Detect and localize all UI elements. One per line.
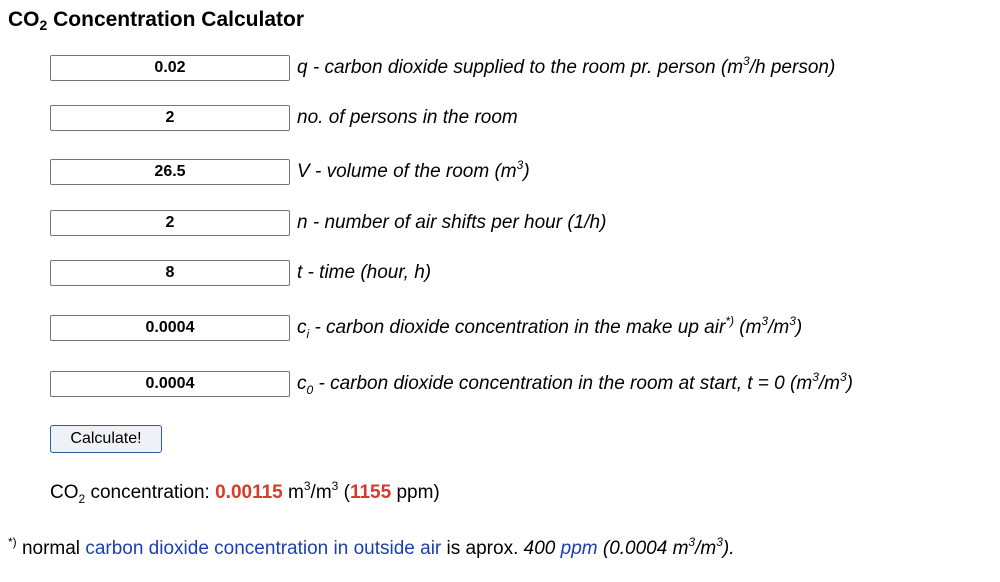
field-row-q: [50, 55, 835, 81]
volume-label: V - volume of the room $(m^3)$: [297, 158, 530, 182]
ppm-link[interactable]: ppm: [560, 538, 598, 559]
time-label: t - time (hour, h): [297, 262, 432, 283]
makeup-concentration-input[interactable]: [50, 315, 290, 341]
calculate-button[interactable]: Calculate!: [50, 425, 162, 453]
time-input[interactable]: [50, 260, 290, 286]
q-input[interactable]: [50, 55, 290, 81]
makeup-concentration-label: $c_i$ - carbon dioxide concentration in the make up air*) $(m^3/m^3)$: [297, 314, 803, 341]
field-row-time: [50, 260, 431, 286]
volume-input[interactable]: [50, 159, 290, 185]
field-row-persons: [50, 105, 518, 131]
q-label: q - carbon dioxide supplied to the room pr. person ($m^3/h$ person): [297, 54, 836, 78]
result-value: 0.00115: [215, 482, 283, 503]
field-row-makeup-concentration: [50, 315, 802, 341]
field-row-start-concentration: [50, 371, 853, 397]
result-ppm-value: 1155: [349, 482, 392, 503]
persons-input[interactable]: [50, 105, 290, 131]
result-line: $CO_2$ concentration: 0.00115 $m^3/m^3$ (1155 ppm): [50, 479, 440, 506]
footnote: *) normal carbon dioxide concentration in outside air is aprox. 400 ppm (0.0004 $m^3/m^3$).: [8, 535, 735, 559]
start-concentration-label: $c_0$ - carbon dioxide concentration in the room at start, t = 0 $(m^3/m^3)$: [297, 370, 853, 397]
start-concentration-input[interactable]: [50, 371, 290, 397]
air-shifts-label: n - number of air shifts per hour (1/h): [297, 212, 607, 233]
field-row-air-shifts: [50, 210, 606, 236]
air-shifts-input[interactable]: [50, 210, 290, 236]
page-title: $CO_2$ Concentration Calculator: [8, 8, 304, 33]
field-row-volume: [50, 159, 530, 185]
persons-label: no. of persons in the room: [297, 107, 518, 128]
outside-air-concentration-link[interactable]: carbon dioxide concentration in outside air: [85, 538, 442, 559]
